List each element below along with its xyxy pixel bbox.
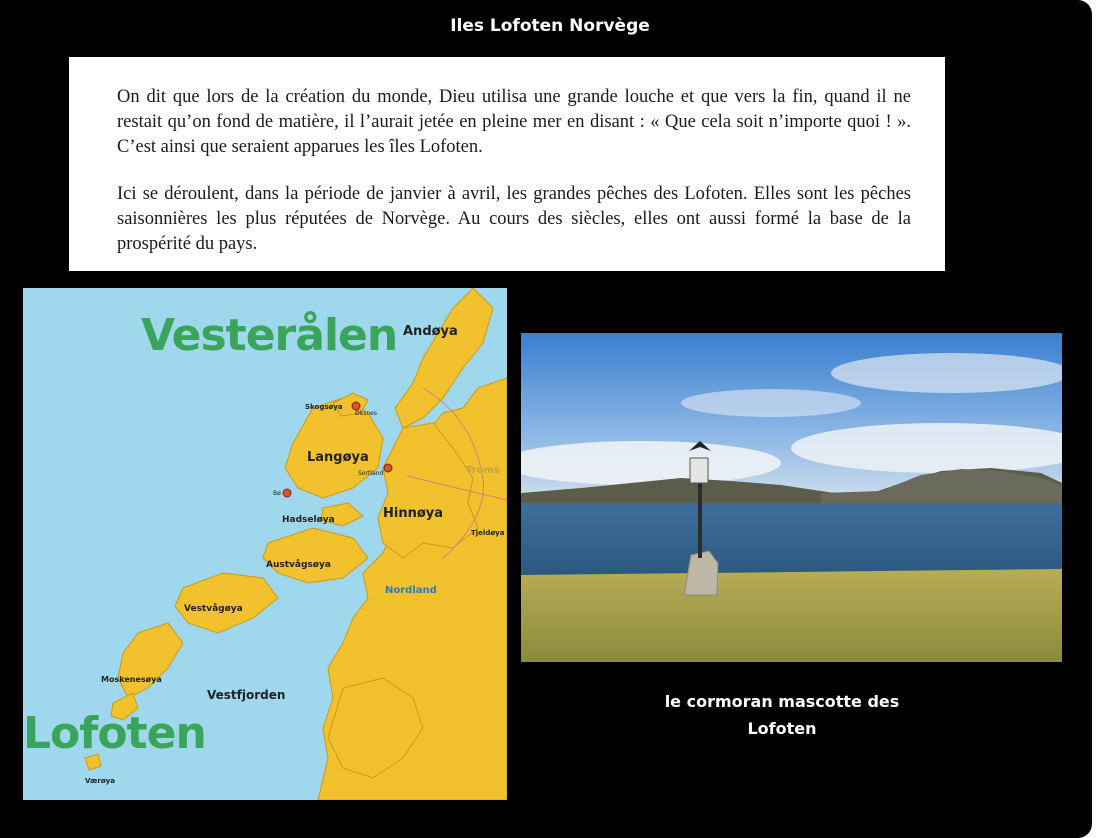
island-hinnoya: Hinnøya xyxy=(383,506,444,521)
region-label-vesteralen: Vesterålen xyxy=(141,310,398,361)
town-bo: Bø xyxy=(273,490,281,497)
island-hadseloya: Hadseløya xyxy=(282,515,335,525)
caption-line-1: le cormoran mascotte des xyxy=(664,692,900,711)
island-moskenesoya: Moskenesøya xyxy=(101,675,162,684)
cormorant-photo xyxy=(521,333,1062,662)
paragraph-1: On dit que lors de la création du monde, Dieu utilisa une grande louche et que vers la fin, quand il ne restait qu’on fond de matière, il l’aurait jetée en pleine mer en disant : « Que cela soit n’importe quoi ! ». C’est ainsi que seraient apparues les îles Lofoten. xyxy=(117,87,911,157)
island-vaeroya: Værøya xyxy=(85,777,115,785)
area-vestfjorden: Vestfjorden xyxy=(207,688,286,702)
photo-caption xyxy=(612,688,952,742)
island-vestvagoya: Vestvågøya xyxy=(184,604,243,614)
island-austvagsoya: Austvågsøya xyxy=(266,560,331,570)
island-skogsoya: Skogsøya xyxy=(305,403,343,411)
lofoten-map xyxy=(23,288,507,800)
page-title: Iles Lofoten Norvège xyxy=(450,16,650,36)
island-tjeldoya: Tjeldøya xyxy=(471,529,505,537)
island-langoya: Langøya xyxy=(307,450,369,465)
region-label-lofoten: Lofoten xyxy=(23,708,206,759)
paragraph-2: Ici se déroulent, dans la période de janvier à avril, les grandes pêches des Lofoten. Elles sont les pêches saisonnières les plus réputées de Norvège. Au cours des siècles, elles ont aussi formé la base de la prospérité du pays. xyxy=(117,184,911,254)
town-sortland: Sortland xyxy=(358,470,384,477)
area-troms: Troms xyxy=(466,465,500,476)
caption-line-2: Lofoten xyxy=(747,719,817,738)
photo-scene xyxy=(521,333,1062,662)
town-oksnes: Øksnes xyxy=(355,410,377,417)
text-panel xyxy=(69,57,945,271)
island-andoya: Andøya xyxy=(403,324,458,339)
area-nordland: Nordland xyxy=(385,585,437,596)
